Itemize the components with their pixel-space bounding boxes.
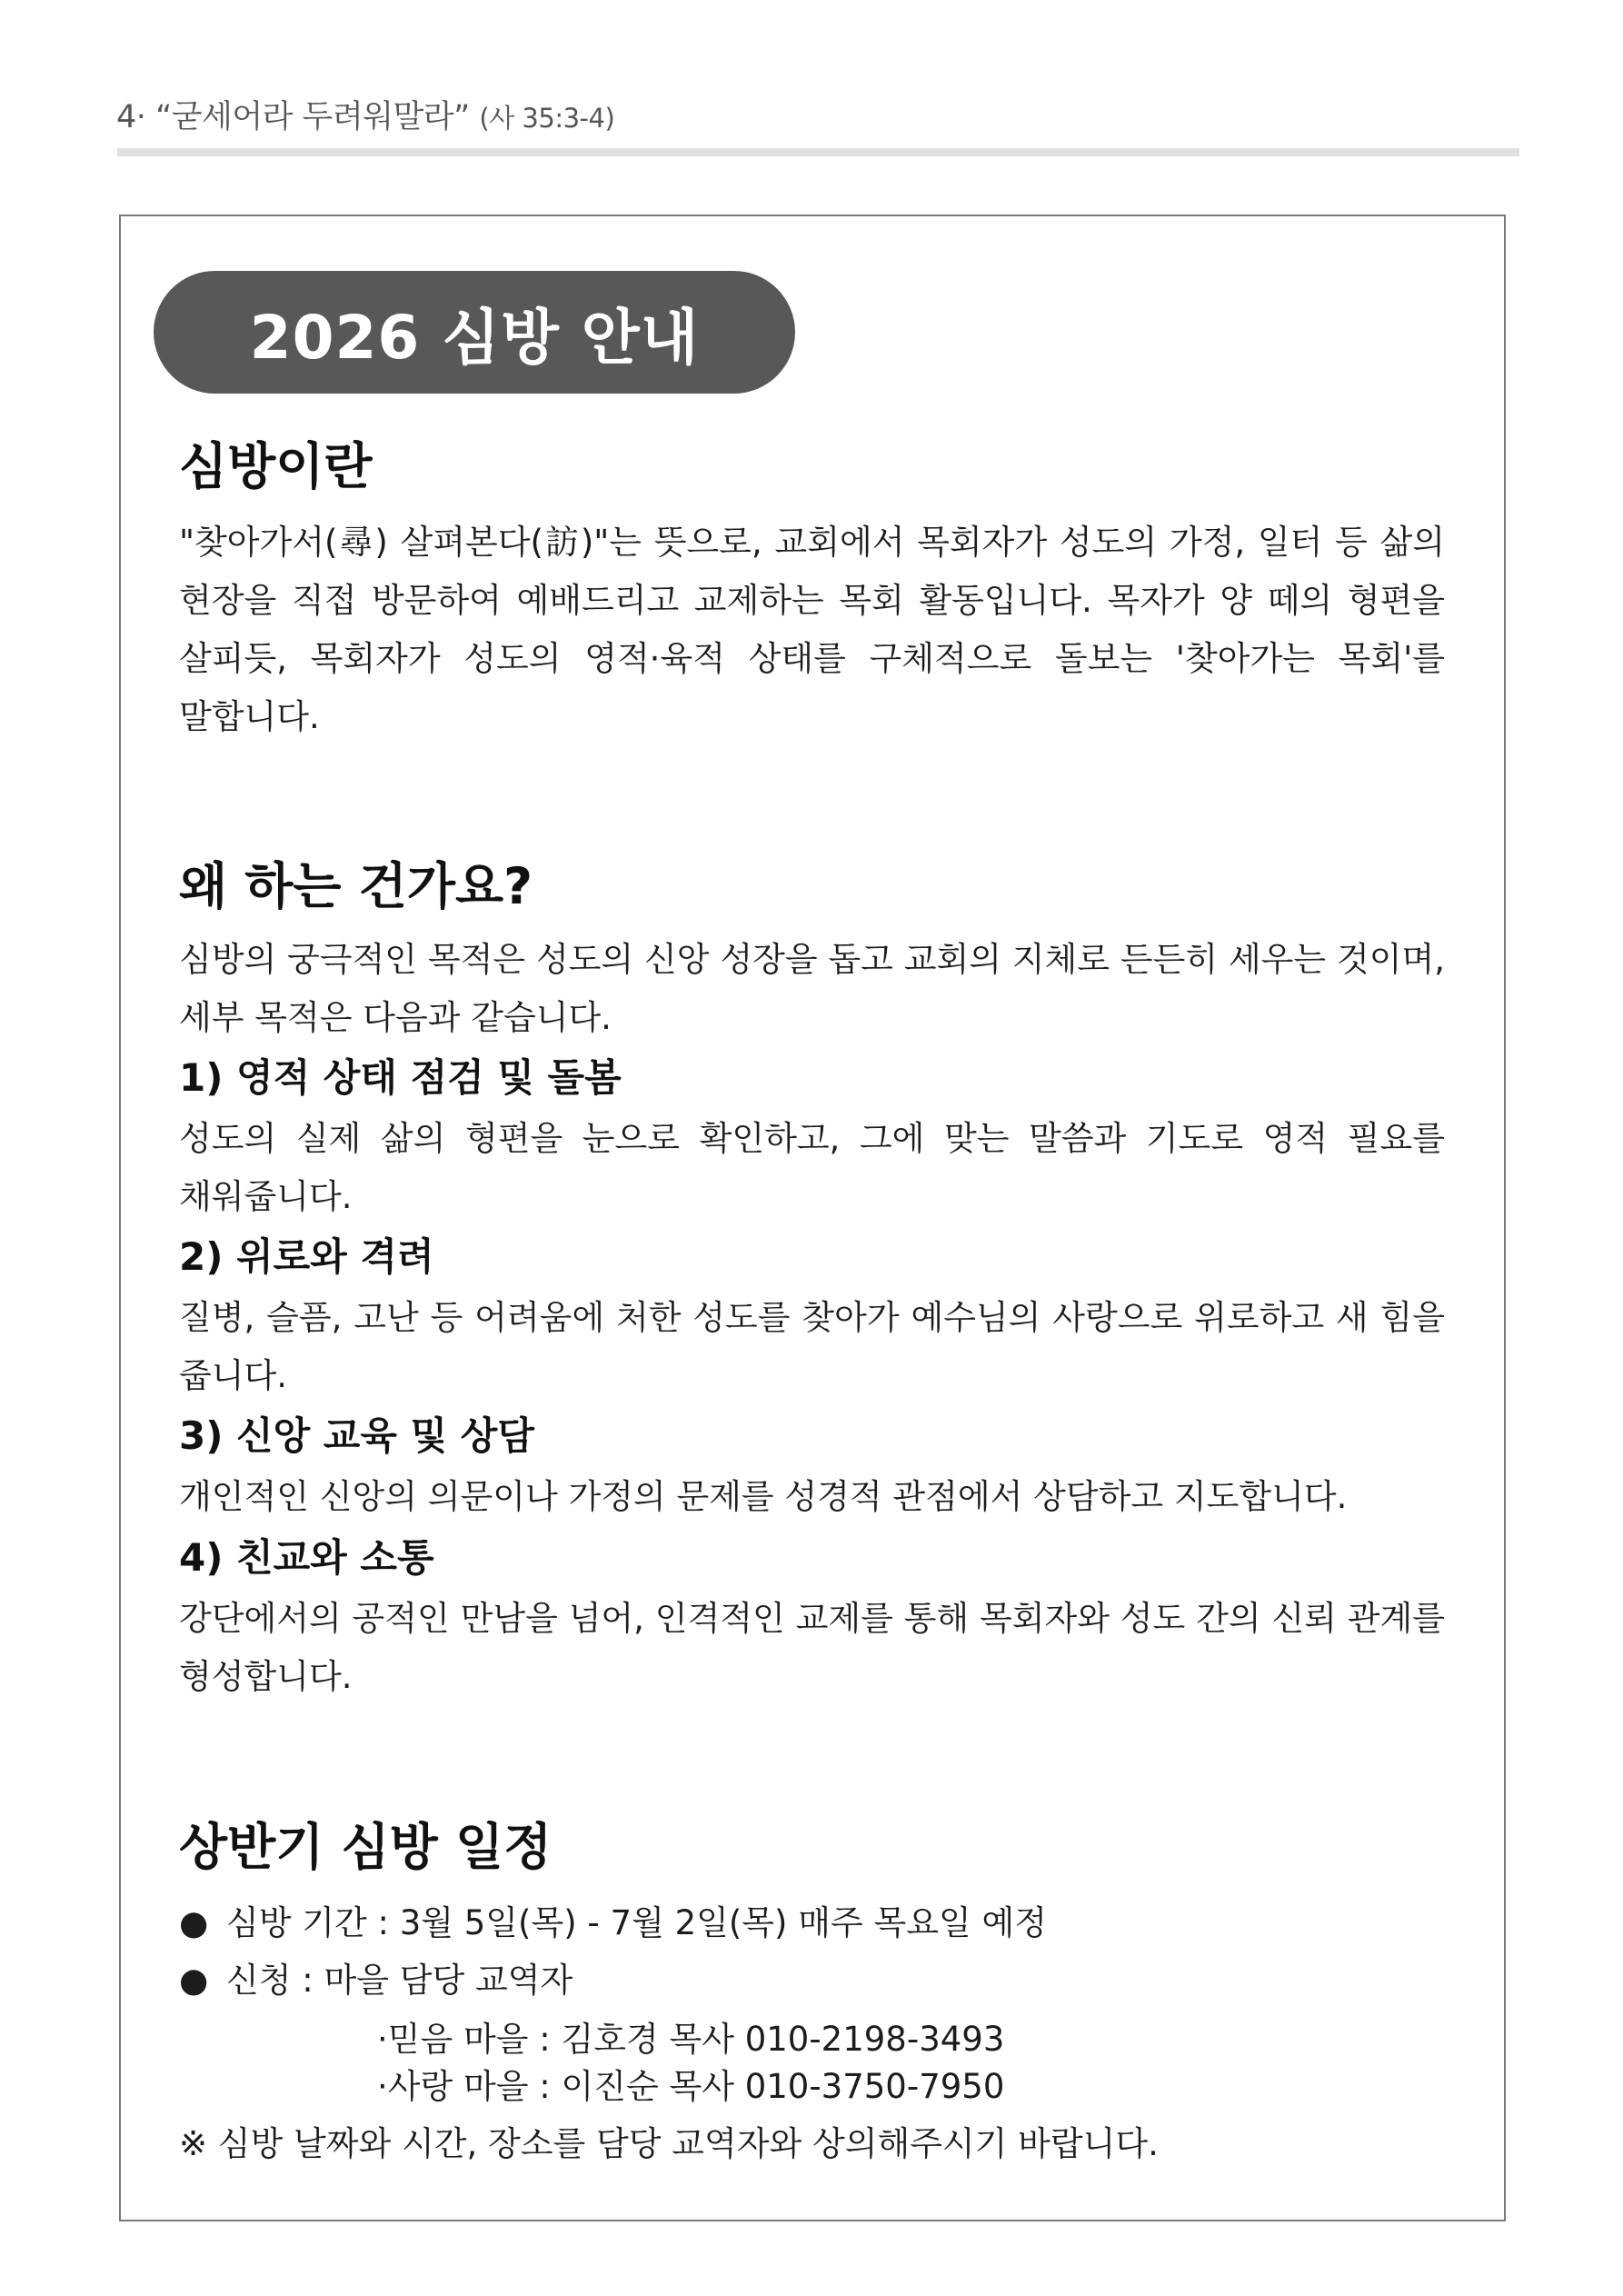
running-header (116, 92, 614, 137)
purpose-body-3: 개인적인 신앙의 의문이나 가정의 문제를 성경적 관점에서 상담하고 지도합니다. (179, 1477, 1348, 1516)
schedule-period (179, 1900, 1047, 1947)
section-heading-schedule: 상반기 심방 일정 (179, 1818, 553, 1876)
schedule-apply (179, 1957, 573, 2004)
purpose-body-2: 질병, 슬픔, 고난 등 어려움에 처한 성도를 찾아가 예수님의 사랑으로 위로하고 새 힘을 줍니다. (179, 1298, 1445, 1395)
section-heading-what-is: 심방이란 (179, 437, 373, 495)
purpose-title-1: 1) 영적 상태 점검 및 돌봄 (179, 1055, 622, 1100)
contact-love-village: ·사랑 마을 : 이진순 목사 010-3750-7950 (377, 2067, 1005, 2106)
section-intro-why: 심방의 궁극적인 목적은 성도의 신앙 성장을 돕고 교회의 지체로 든든히 세우는 것이며, 세부 목적은 다음과 같습니다. (179, 940, 1445, 1037)
page-number: 4 (116, 99, 136, 135)
schedule-note: ※ 심방 날짜와 시간, 장소를 담당 교역자와 상의해주시기 바랍니다. (179, 2124, 1159, 2163)
section-heading-why: 왜 하는 건가요? (179, 857, 533, 915)
header-separator: · (135, 99, 146, 135)
schedule-period-text: 심방 기간 : 3월 5일(목) - 7월 2일(목) 매주 목요일 예정 (226, 1903, 1047, 1942)
header-divider (117, 148, 1519, 156)
banner-title: 2026 심방 안내 (154, 271, 795, 394)
section-body-what-is: "찾아가서(尋) 살펴본다(訪)"는 뜻으로, 교회에서 목회자가 성도의 가정, 일터 등 삶의 현장을 직접 방문하여 예배드리고 교제하는 목회 활동입니다. 목자가 양 떼의 형편을 살피듯, 목회자가 성도의 영적·육적 상태를 구체적으로 돌보는 '찾아가는 목회'를 말합니다. (179, 523, 1445, 736)
contact-faith-village: ·믿음 마을 : 김호경 목사 010-2198-3493 (377, 2020, 1005, 2059)
bullet-icon: ● (179, 1903, 209, 1942)
bullet-icon: ● (179, 1961, 209, 2000)
schedule-apply-text: 신청 : 마을 담당 교역자 (226, 1961, 573, 2000)
purpose-body-4: 강단에서의 공적인 만남을 넘어, 인격적인 교제를 통해 목회자와 성도 간의 신뢰 관계를 형성합니다. (179, 1599, 1445, 1696)
purpose-title-3: 3) 신앙 교육 및 상담 (179, 1413, 534, 1458)
header-reference: (사 35:3-4) (479, 103, 615, 134)
header-title: “굳세어라 두려워말라” (155, 99, 470, 135)
purpose-body-1: 성도의 실제 삶의 형편을 눈으로 확인하고, 그에 맞는 말씀과 기도로 영적 필요를 채워줍니다. (179, 1119, 1445, 1216)
purpose-title-2: 2) 위로와 격려 (179, 1234, 434, 1279)
purpose-title-4: 4) 친교와 소통 (179, 1535, 434, 1580)
